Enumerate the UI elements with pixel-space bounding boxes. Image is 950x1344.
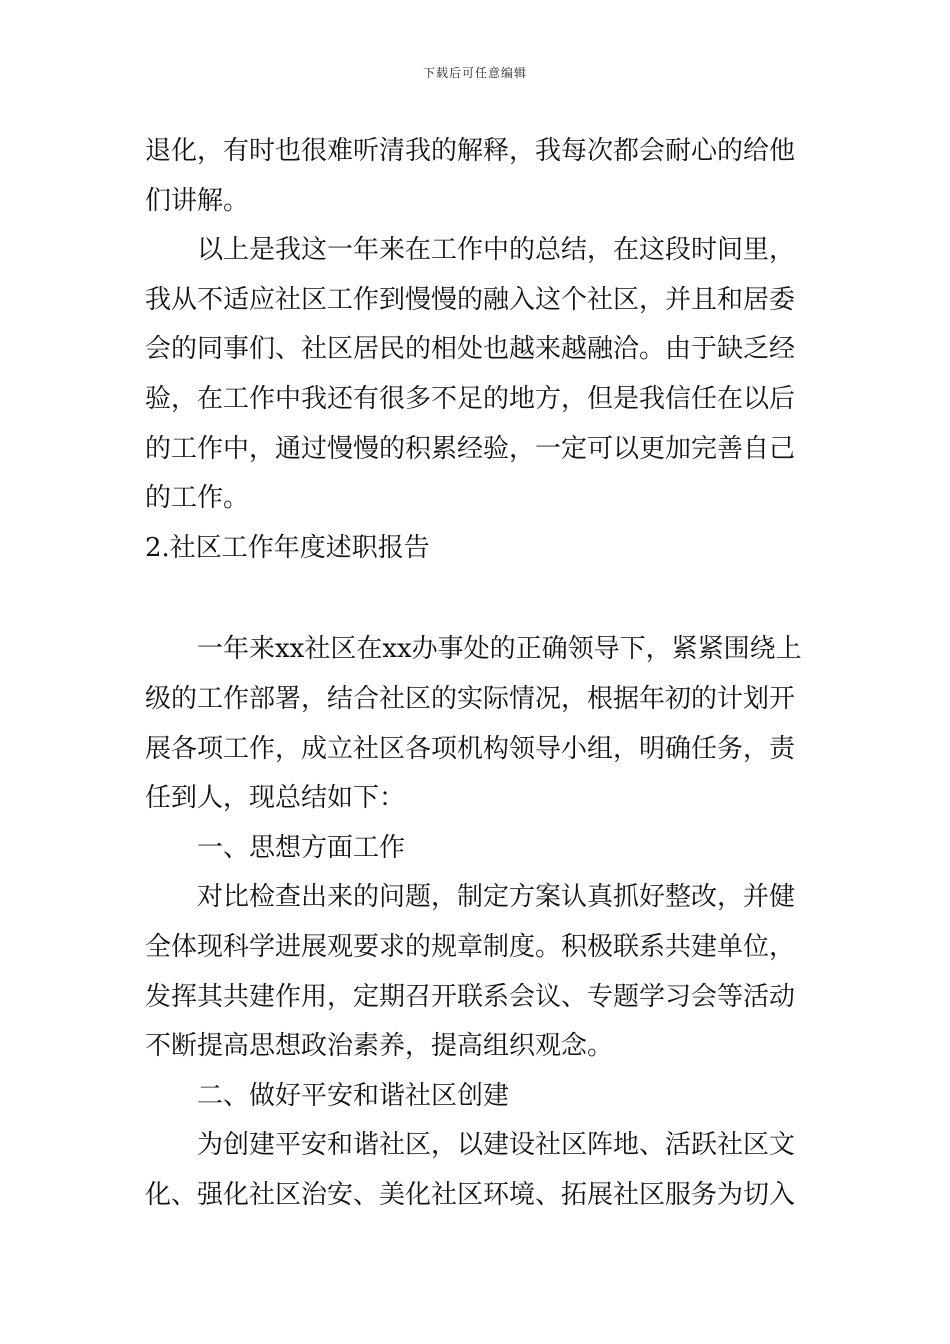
page-header: 下载后可任意编辑 [422, 66, 527, 80]
document-body [145, 127, 807, 1220]
paragraph-line: 级的工作部署，结合社区的实际情况，根据年初的计划开 [145, 683, 796, 714]
paragraph-line: 不断提高思想政治素养，提高组织观念。 [145, 1031, 614, 1062]
paragraph-line: 们讲解。 [145, 185, 250, 216]
paragraph-line: 验，在工作中我还有很多不足的地方，但是我信任在以后 [145, 383, 796, 414]
paragraph-line: 展各项工作，成立社区各项机构领导小组，明确任务，责 [145, 733, 796, 764]
blank-line [145, 573, 807, 625]
paragraph-line: 化、强化社区治安、美化社区环境、拓展社区服务为切入 [145, 1179, 796, 1210]
paragraph-line: 退化，有时也很难听清我的解释，我每次都会耐心的给他 [145, 136, 796, 166]
paragraph-line: 全体现科学进展观要求的规章制度。积极联系共建单位， [145, 931, 796, 962]
paragraph-line: 的工作。 [145, 483, 250, 514]
paragraph-line: 以上是我这一年来在工作中的总结，在这段时间里， [197, 235, 796, 266]
paragraph-line: 一年来xx社区在xx办事处的正确领导下，紧紧围绕上 [197, 634, 802, 665]
section-title: 2.社区工作年度述职报告 [145, 532, 430, 563]
paragraph-line: 我从不适应社区工作到慢慢的融入这个社区，并且和居委 [145, 284, 796, 315]
paragraph-line: 发挥其共建作用，定期召开联系会议、专题学习会等活动 [145, 981, 796, 1012]
paragraph-line: 对比检查出来的问题，制定方案认真抓好整改，并健 [197, 882, 796, 913]
paragraph-line: 任到人，现总结如下： [145, 783, 406, 814]
paragraph-line: 为创建平安和谐社区，以建设社区阵地、活跃社区文 [197, 1130, 796, 1161]
paragraph-line: 会的同事们、社区居民的相处也越来越融洽。由于缺乏经 [145, 334, 796, 365]
paragraph-line: 的工作中，通过慢慢的积累经验，一定可以更加完善自己 [145, 433, 796, 464]
subheading: 一、思想方面工作 [197, 832, 406, 863]
subheading: 二、做好平安和谐社区创建 [197, 1080, 510, 1111]
